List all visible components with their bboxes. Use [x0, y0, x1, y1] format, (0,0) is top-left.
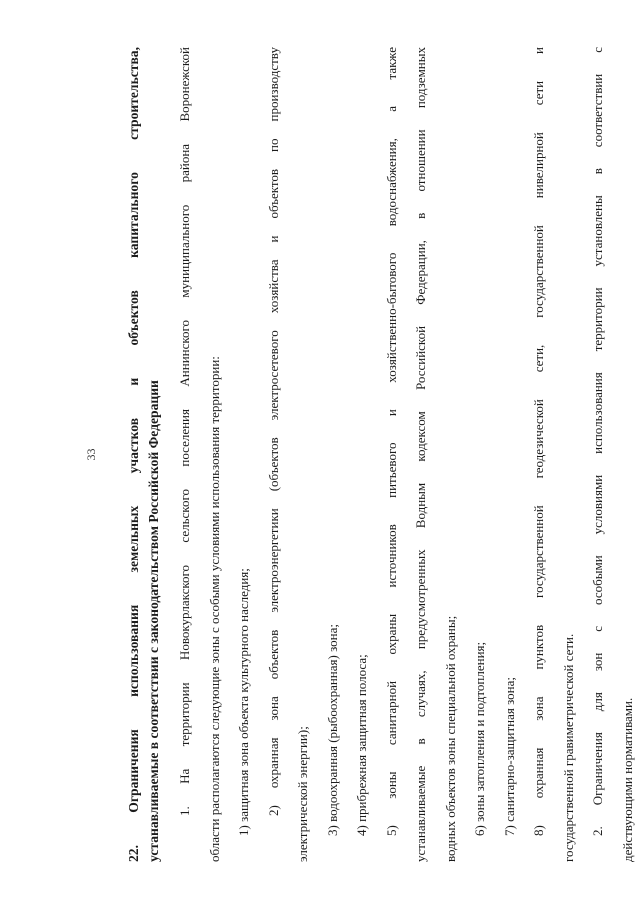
list-item-8-line-2: государственной гравиметрической сети.	[560, 633, 576, 862]
list-item-2-line-2: электрической энергии);	[295, 726, 310, 862]
list-item-1: 1) защитная зона объекта культурного наследия;	[236, 568, 251, 836]
heading-line-2: устанавливаемые в соответствии с законодательством Российской Федерации	[146, 380, 161, 862]
paragraph-1-line-2: области располагаются следующие зоны с особыми условиями использования территории:	[206, 356, 222, 862]
paragraph-2-line-2: действующими нормативами.	[619, 697, 635, 862]
list-item-5-line-3: водных объектов зоны специальной охраны;	[442, 615, 458, 862]
list-item-5-line-2: устанавливаемые в случаях, предусмотренных Водным кодексом Российской Федерации, в отношении подземных	[413, 47, 428, 862]
list-item-4: 4) прибрежная защитная полоса;	[354, 654, 369, 836]
paragraph-1-line-1: 1. На территории Новокурлакского сельского поселения Аннинского муниципального района Воронежской	[177, 47, 192, 816]
heading-line-1: 22. Ограничения использования земельных участков и объектов капитального строительства,	[126, 47, 141, 862]
list-item-5-line-1: 5) зоны санитарной охраны источников питьевого и хозяйственно-бытового водоснабжения, а также	[383, 47, 399, 836]
section-heading	[124, 47, 164, 862]
list-item-7: 7) санитарно-защитная зона;	[501, 677, 517, 836]
list-item-6: 6) зоны затопления и подтопления;	[472, 641, 487, 836]
list-item-3: 3) водоохранная (рыбоохранная) зона;	[324, 624, 340, 836]
page-number: 33	[84, 448, 98, 461]
list-item-8-line-1: 8) охранная зона пунктов государственной геодезической сети, государственной нивелирной сети и	[531, 47, 546, 836]
rotated-content	[84, 47, 635, 862]
paragraph-2-line-1: 2. Ограничения для зон с особыми условиями использования территории установлены в соответствии с	[590, 47, 605, 836]
document-body	[170, 47, 640, 862]
list-item-2-line-1: 2) охранная зона объектов электроэнергетики (объектов электросетевого хозяйства и объектов по производству	[265, 47, 281, 816]
